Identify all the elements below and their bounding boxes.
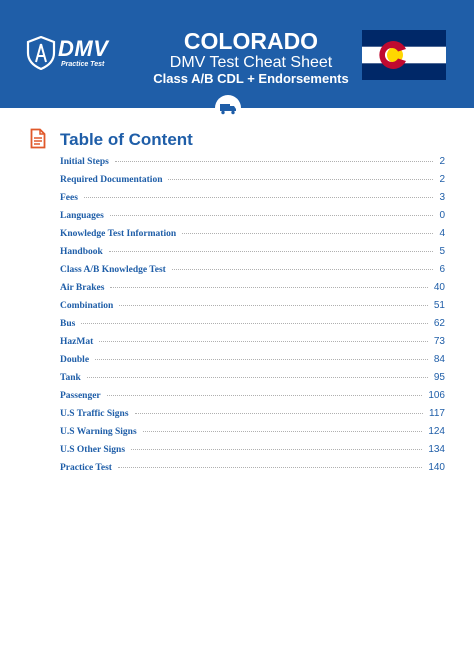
toc-dot-leader (168, 179, 433, 180)
header-banner (0, 0, 474, 108)
toc-entry[interactable] (60, 246, 445, 264)
toc-dot-leader (87, 377, 428, 378)
toc-entry-label[interactable]: Combination (60, 301, 114, 311)
toc-list (60, 156, 445, 480)
toc-dot-leader (107, 395, 423, 396)
toc-entry-label[interactable]: Practice Test (60, 463, 112, 473)
toc-entry-page[interactable]: 4 (439, 228, 445, 239)
toc-entry-page[interactable]: 84 (433, 354, 445, 365)
toc-dot-leader (119, 305, 428, 306)
toc-entry-page[interactable]: 40 (433, 282, 445, 293)
toc-entry-label[interactable]: Class A/B Knowledge Test (60, 265, 166, 275)
toc-entry-page[interactable]: 2 (439, 156, 445, 167)
toc-entry-label[interactable]: U.S Other Signs (60, 445, 126, 455)
toc-entry[interactable] (60, 174, 445, 192)
toc-entry-label[interactable]: Double (60, 355, 90, 365)
toc-entry-page[interactable]: 95 (433, 372, 445, 383)
toc-entry-label[interactable]: Fees (60, 193, 78, 203)
toc-entry-label[interactable]: Required Documentation (60, 175, 163, 185)
toc-entry-page[interactable]: 5 (439, 246, 445, 257)
toc-dot-leader (182, 233, 433, 234)
toc-dot-leader (143, 431, 423, 432)
toc-entry[interactable] (60, 336, 445, 354)
toc-entry[interactable] (60, 300, 445, 318)
toc-entry[interactable] (60, 408, 445, 426)
toc-entry-label[interactable]: Passenger (60, 391, 101, 401)
toc-dot-leader (84, 197, 434, 198)
toc-dot-leader (172, 269, 434, 270)
toc-dot-leader (81, 323, 428, 324)
toc-entry-page[interactable]: 134 (428, 444, 445, 455)
state-title: COLORADO (183, 28, 319, 54)
shield-icon (26, 36, 56, 70)
toc-entry-label[interactable]: HazMat (60, 337, 94, 347)
toc-entry-page[interactable]: 62 (433, 318, 445, 329)
truck-icon (215, 95, 241, 121)
toc-entry-label[interactable]: Tank (60, 373, 81, 383)
logo-text: DMV (58, 36, 109, 61)
toc-dot-leader (110, 287, 427, 288)
toc-entry-page[interactable]: 0 (439, 210, 445, 221)
toc-entry[interactable] (60, 462, 445, 480)
toc-entry-page[interactable]: 106 (428, 390, 445, 401)
toc-entry[interactable] (60, 372, 445, 390)
toc-entry-label[interactable]: U.S Warning Signs (60, 427, 137, 437)
title-block (120, 28, 382, 86)
toc-entry-label[interactable]: Knowledge Test Information (60, 229, 177, 239)
toc-entry-label[interactable]: Initial Steps (60, 157, 109, 167)
toc-entry-label[interactable]: Languages (60, 211, 104, 221)
cheat-sheet-title: DMV Test Cheat Sheet (169, 54, 333, 71)
toc-entry[interactable] (60, 156, 445, 174)
toc-dot-leader (135, 413, 424, 414)
document-icon (30, 128, 46, 149)
toc-entry-label[interactable]: Handbook (60, 247, 103, 257)
toc-entry[interactable] (60, 210, 445, 228)
toc-entry-page[interactable]: 6 (439, 264, 445, 275)
toc-entry-page[interactable]: 2 (439, 174, 445, 185)
dmv-logo[interactable] (26, 36, 126, 76)
toc-entry[interactable] (60, 354, 445, 372)
toc-dot-leader (109, 251, 434, 252)
toc-entry[interactable] (60, 444, 445, 462)
toc-entry[interactable] (60, 318, 445, 336)
toc-dot-leader (95, 359, 428, 360)
toc-entry[interactable] (60, 282, 445, 300)
toc-entry-page[interactable]: 124 (428, 426, 445, 437)
toc-entry[interactable] (60, 390, 445, 408)
toc-entry-label[interactable]: Air Brakes (60, 283, 105, 293)
toc-dot-leader (99, 341, 428, 342)
toc-entry-label[interactable]: U.S Traffic Signs (60, 409, 129, 419)
toc-entry[interactable] (60, 192, 445, 210)
toc-dot-leader (115, 161, 434, 162)
toc-entry-label[interactable]: Bus (60, 319, 76, 329)
class-subtitle: Class A/B CDL + Endorsements (153, 71, 349, 86)
toc-title: Table of Content (60, 130, 193, 149)
truck-badge (215, 95, 241, 121)
toc-entry-page[interactable]: 140 (428, 462, 445, 473)
toc-dot-leader (118, 467, 422, 468)
toc-entry[interactable] (60, 264, 445, 282)
colorado-flag-icon (362, 30, 446, 80)
toc-dot-leader (131, 449, 422, 450)
toc-entry[interactable] (60, 228, 445, 246)
toc-entry-page[interactable]: 3 (439, 192, 445, 203)
toc-entry-page[interactable]: 51 (433, 300, 445, 311)
logo-subtext: Practice Test (61, 61, 105, 68)
toc-entry-page[interactable]: 117 (429, 408, 445, 419)
toc-dot-leader (110, 215, 434, 216)
toc-entry-page[interactable]: 73 (433, 336, 445, 347)
toc-entry[interactable] (60, 426, 445, 444)
